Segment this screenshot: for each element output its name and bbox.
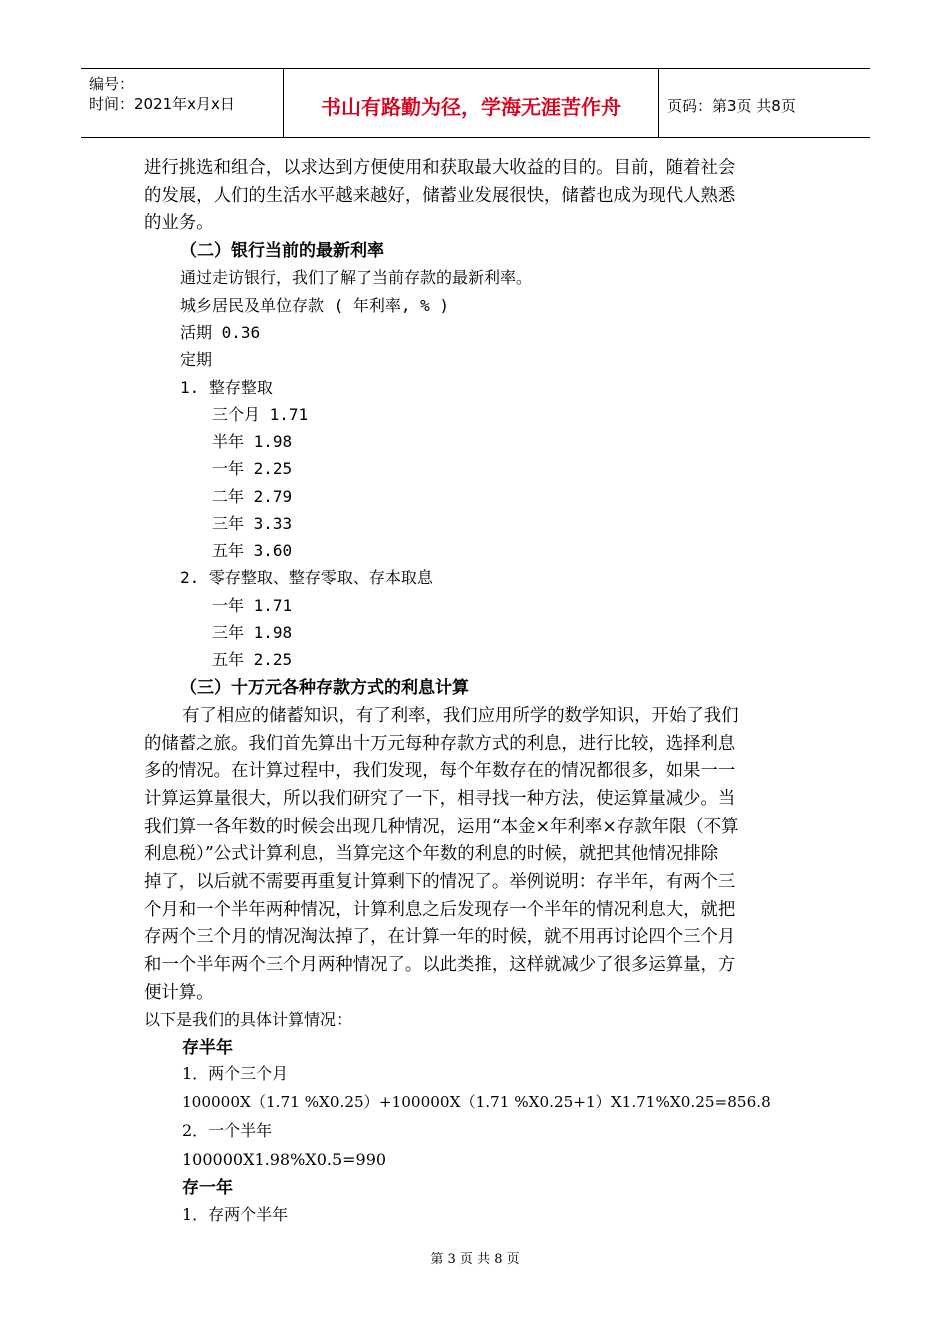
rate-category-1: 1. 整存整取 (180, 378, 273, 397)
section-intro: 通过走访银行，我们了解了当前存款的最新利率。 (180, 268, 533, 287)
case-label: 1．存两个半年 (182, 1205, 289, 1224)
paragraph-line: 和一个半年两个三个月两种情况了。以此类推，这样就减少了很多运算量，方 (144, 955, 736, 975)
document-time-label: 时间：2021年x月x日 (89, 95, 235, 113)
paragraph-line: 计算运算量很大，所以我们研究了一下，相寻找一种方法，使运算量减少。当 (144, 789, 736, 809)
paragraph-line: 的业务。 (144, 213, 214, 233)
rate-item: 五年 3.60 (212, 541, 293, 560)
paragraph-line: 个月和一个半年两种情况，计算利息之后发现存一个半年的情况利息大，就把 (144, 900, 736, 920)
document-code-label: 编号： (89, 75, 135, 93)
formula: 100000X1.98%X0.5=990 (182, 1150, 387, 1169)
paragraph-line: 掉了，以后就不需要再重复计算剩下的情况了。举例说明：存半年，有两个三 (144, 872, 736, 892)
paragraph-line: 便计算。 (144, 983, 214, 1003)
paragraph-line: 有了相应的储蓄知识，有了利率，我们应用所学的数学知识，开始了我们 (182, 706, 739, 726)
header-motto: 书山有路勤为径，学海无涯苦作舟 (321, 95, 621, 119)
rate-item: 五年 2.25 (212, 650, 293, 669)
formula: 100000X（1.71 %X0.25）+100000X（1.71 %X0.25+1）X1.71%X0.25=856.8 (182, 1093, 771, 1111)
paragraph-line: 的发展，人们的生活水平越来越好，储蓄业发展很快，储蓄也成为现代人熟悉 (144, 186, 736, 206)
header-meta-cell (81, 69, 284, 137)
demand-rate: 活期 0.36 (180, 323, 261, 342)
rate-item: 三年 3.33 (212, 514, 293, 533)
paragraph-line: 我们算一各年数的时候会出现几种情况，运用“本金×年利率×存款年限（不算 (144, 817, 739, 837)
calc-intro: 以下是我们的具体计算情况： (144, 1010, 353, 1029)
rate-item: 二年 2.79 (212, 487, 293, 506)
paragraph-line: 利息税）”公式计算利息，当算完这个年数的利息的时候，就把其他情况排除 (144, 844, 719, 864)
page-header (81, 68, 870, 138)
rate-item: 一年 2.25 (212, 459, 293, 478)
header-page-cell (659, 69, 870, 137)
paragraph-line: 存两个三个月的情况淘汰掉了，在计算一年的时候，就不用再讨论四个三个月 (144, 927, 736, 947)
sub-heading: 存一年 (182, 1178, 233, 1198)
rate-item: 三年 1.98 (212, 623, 293, 642)
rate-item: 三个月 1.71 (212, 405, 309, 424)
section-heading: （二）银行当前的最新利率 (180, 241, 384, 261)
rate-item: 一年 1.71 (212, 596, 293, 615)
rate-item: 半年 1.98 (212, 432, 293, 451)
paragraph-line: 进行挑选和组合，以求达到方便使用和获取最大收益的目的。目前，随着社会 (144, 158, 736, 178)
rates-title: 城乡居民及单位存款 ( 年利率, % ) (180, 296, 450, 315)
paragraph-line: 多的情况。在计算过程中，我们发现，每个年数存在的情况都很多，如果一一 (144, 761, 736, 781)
sub-heading: 存半年 (182, 1038, 233, 1058)
fixed-label: 定期 (180, 350, 213, 369)
paragraph-line: 的储蓄之旅。我们首先算出十万元每种存款方式的利息，进行比较，选择利息 (144, 734, 736, 754)
header-page-info: 页码：第3页 共8页 (667, 97, 796, 115)
rate-category-2: 2. 零存整取、整存零取、存本取息 (180, 568, 433, 587)
header-motto-cell (284, 69, 659, 137)
case-label: 2．一个半年 (182, 1121, 273, 1140)
case-label: 1．两个三个月 (182, 1064, 289, 1083)
section-heading: （三）十万元各种存款方式的利息计算 (180, 678, 469, 698)
page-footer: 第 3 页 共 8 页 (430, 1252, 520, 1267)
